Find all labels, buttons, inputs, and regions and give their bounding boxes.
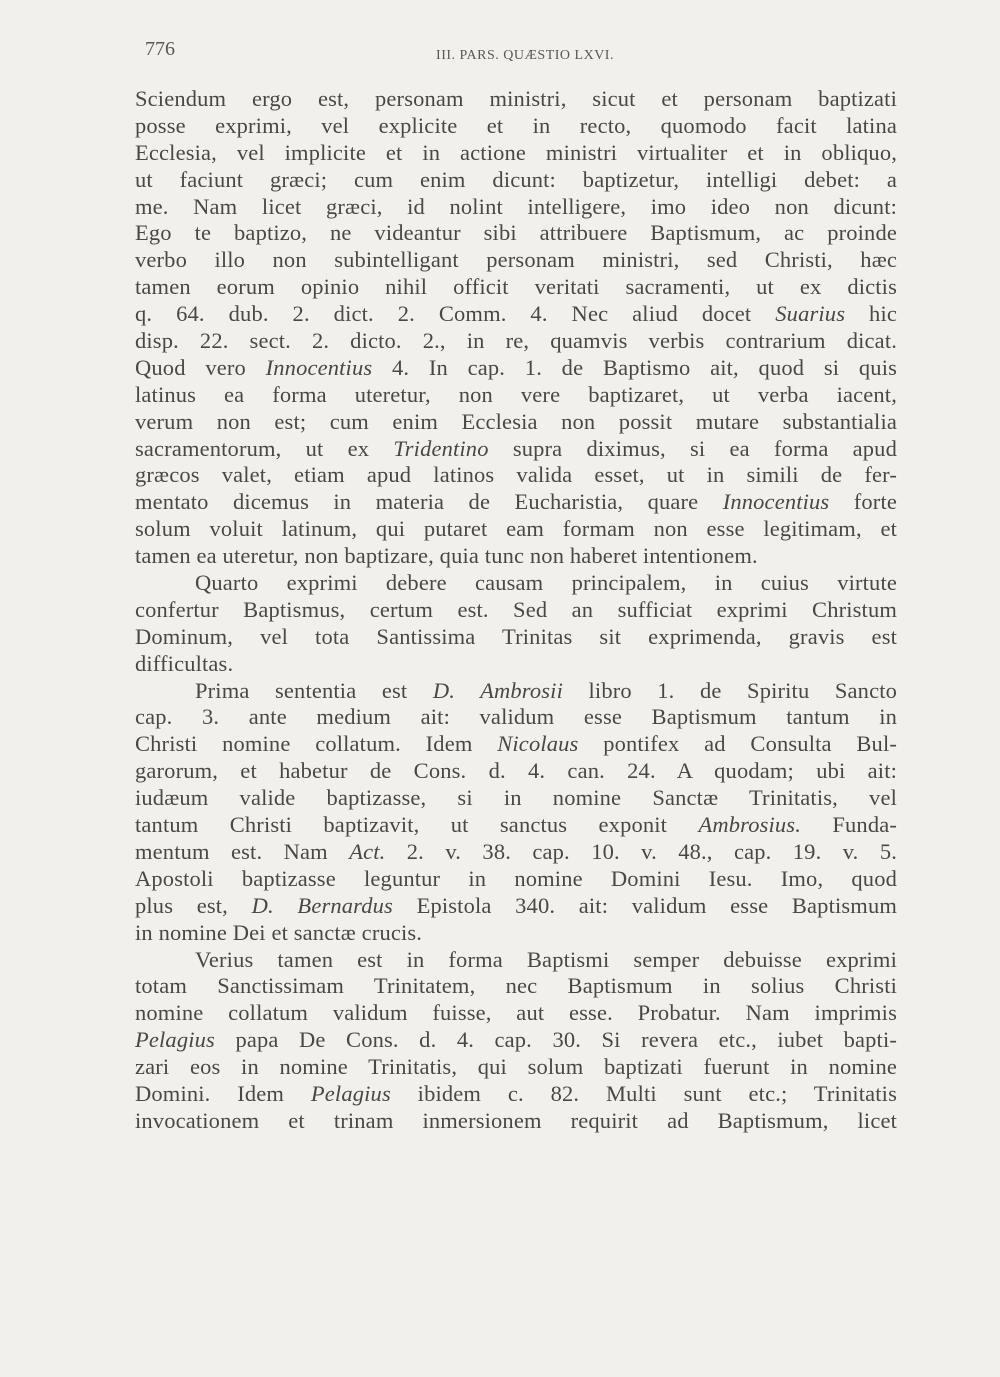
text-segment: tamen eorum opinio nihil officit veritati sacramenti, ut ex dictis [135,274,897,300]
text-line [135,140,897,167]
text-line [135,1027,897,1054]
italic-reference: D. Bernardus [251,892,393,918]
text-segment: iudæum valide baptizasse, si in nomine Sanctæ Trinitatis, vel [135,785,897,811]
text-segment: q. 64. dub. 2. dict. 2. Comm. 4. Nec aliud docet [135,301,776,327]
text-segment: ibidem c. 82. Multi sunt etc.; Trinitatis [390,1080,897,1106]
text-segment: forte [829,489,897,515]
text-line [135,1081,897,1108]
text-segment: ut faciunt græci; cum enim dicunt: baptizetur, intelligi debet: a [135,166,897,192]
text-segment: posse exprimi, vel explicite et in recto, quomodo facit latina [135,112,897,138]
text-segment: verbo illo non subintelligant personam ministri, sed Christi, hæc [135,247,897,273]
text-line [135,973,897,1000]
text-line [135,382,897,409]
text-segment: Ego te baptizo, ne videantur sibi attribuere Baptismum, ac proinde [135,220,897,246]
text-line [135,220,897,247]
text-line [135,167,897,194]
text-line [135,436,897,463]
italic-reference: Tridentino [393,435,489,461]
text-line [135,543,897,570]
italic-reference: Ambrosius. [698,812,801,838]
italic-reference: Nicolaus [497,731,579,757]
text-line [135,866,897,893]
text-line [135,570,897,597]
italic-reference: Act. [349,838,386,864]
text-segment: solum voluit latinum, qui putaret eam formam non esse legitimam, et [135,516,897,542]
text-segment: papa De Cons. d. 4. cap. 30. Si revera etc., iubet bapti- [214,1027,897,1053]
text-line [135,355,897,382]
text-line [135,1108,897,1135]
text-segment: Sciendum ergo est, personam ministri, sicut et personam baptizati [135,86,897,111]
body-text [135,86,897,1135]
text-segment: garorum, et habetur de Cons. d. 4. can. 24. A quodam; ubi ait: [135,758,897,784]
text-line [135,812,897,839]
text-segment: supra diximus, si ea forma apud [488,435,897,461]
text-segment: pontifex ad Consulta Bul- [578,731,897,757]
text-segment: Dominum, vel tota Santissima Trinitas sit exprimenda, gravis est [135,623,897,649]
text-line [135,597,897,624]
text-line [135,328,897,355]
text-segment: invocationem et trinam inmersionem requirit ad Baptismum, licet [135,1107,897,1133]
text-segment: cap. 3. ante medium ait: validum esse Baptismum tantum in [135,704,897,730]
text-line [135,839,897,866]
text-segment: totam Sanctissimam Trinitatem, nec Baptismum in solius Christi [135,973,897,999]
text-segment: Quarto exprimi debere causam principalem, in cuius virtute [195,570,897,596]
text-line [135,731,897,758]
text-line [135,785,897,812]
text-segment: verum non est; cum enim Ecclesia non possit mutare substantialia [135,408,897,434]
text-line [135,516,897,543]
text-segment: disp. 22. sect. 2. dicto. 2., in re, quamvis verbis contrarium dicat. [135,328,897,354]
text-line [135,1000,897,1027]
running-title: III. PARS. QUÆSTIO LXVI. [436,48,614,63]
text-line [135,678,897,705]
text-line [135,704,897,731]
text-line [135,113,897,140]
text-line [135,758,897,785]
text-segment: Epistola 340. ait: validum esse Baptismum [392,892,897,918]
text-line [135,624,897,651]
text-line [135,409,897,436]
text-segment: 2. v. 38. cap. 10. v. 48., cap. 19. v. 5. [385,838,897,864]
text-segment: confertur Baptismus, certum est. Sed an sufficiat exprimi Christum [135,596,897,622]
text-segment: zari eos in nomine Trinitatis, qui solum baptizati fuerunt in nomine [135,1054,897,1080]
text-segment: Christi nomine collatum. Idem [135,731,498,757]
text-segment: Verius tamen est in forma Baptismi semper debuisse exprimi [195,946,897,972]
italic-reference: D. Ambrosii [432,677,563,703]
text-line [135,1054,897,1081]
text-segment: Quod vero [135,354,266,380]
text-segment: in nomine Dei et sanctæ crucis. [135,919,423,945]
text-line [135,947,897,974]
text-line [135,247,897,274]
text-segment: hic [845,301,897,327]
text-segment: Funda- [801,812,897,838]
text-segment: mentato dicemus in materia de Eucharistia, quare [135,489,723,515]
text-line [135,893,897,920]
text-segment: me. Nam licet græci, id nolint intelligere, imo ideo non dicunt: [135,193,897,219]
italic-reference: Innocentius [722,489,830,515]
text-line [135,462,897,489]
italic-reference: Suarius [775,301,846,327]
text-segment: latinus ea forma uteretur, non vere baptizaret, ut verba iacent, [135,381,897,407]
italic-reference: Pelagius [310,1080,391,1106]
italic-reference: Innocentius [265,354,373,380]
text-segment: Domini. Idem [135,1080,311,1106]
text-segment: 4. In cap. 1. de Baptismo ait, quod si quis [372,354,897,380]
page-header [145,38,905,68]
text-segment: græcos valet, etiam apud latinos valida esset, ut in simili de fer- [135,462,897,488]
text-segment: Apostoli baptizasse leguntur in nomine Domini Iesu. Imo, quod [135,865,897,891]
page-number: 776 [145,38,175,60]
text-segment: libro 1. de Spiritu Sancto [563,677,898,703]
text-segment: mentum est. Nam [135,838,350,864]
text-segment: Prima sententia est [195,677,433,703]
text-line [135,489,897,516]
text-segment: Ecclesia, vel implicite et in actione ministri virtualiter et in obliquo, [135,139,897,165]
text-line [135,651,897,678]
text-segment: nomine collatum validum fuisse, aut esse. Probatur. Nam imprimis [135,1000,897,1026]
text-line [135,274,897,301]
text-segment: difficultas. [135,650,234,676]
text-segment: sacramentorum, ut ex [135,435,394,461]
text-line [135,920,897,947]
text-segment: tantum Christi baptizavit, ut sanctus exponit [135,812,699,838]
text-line [135,194,897,221]
italic-reference: Pelagius [135,1027,215,1053]
text-line [135,86,897,113]
text-segment: plus est, [135,892,252,918]
text-segment: tamen ea uteretur, non baptizare, quia tunc non haberet intentionem. [135,543,758,569]
text-line [135,301,897,328]
